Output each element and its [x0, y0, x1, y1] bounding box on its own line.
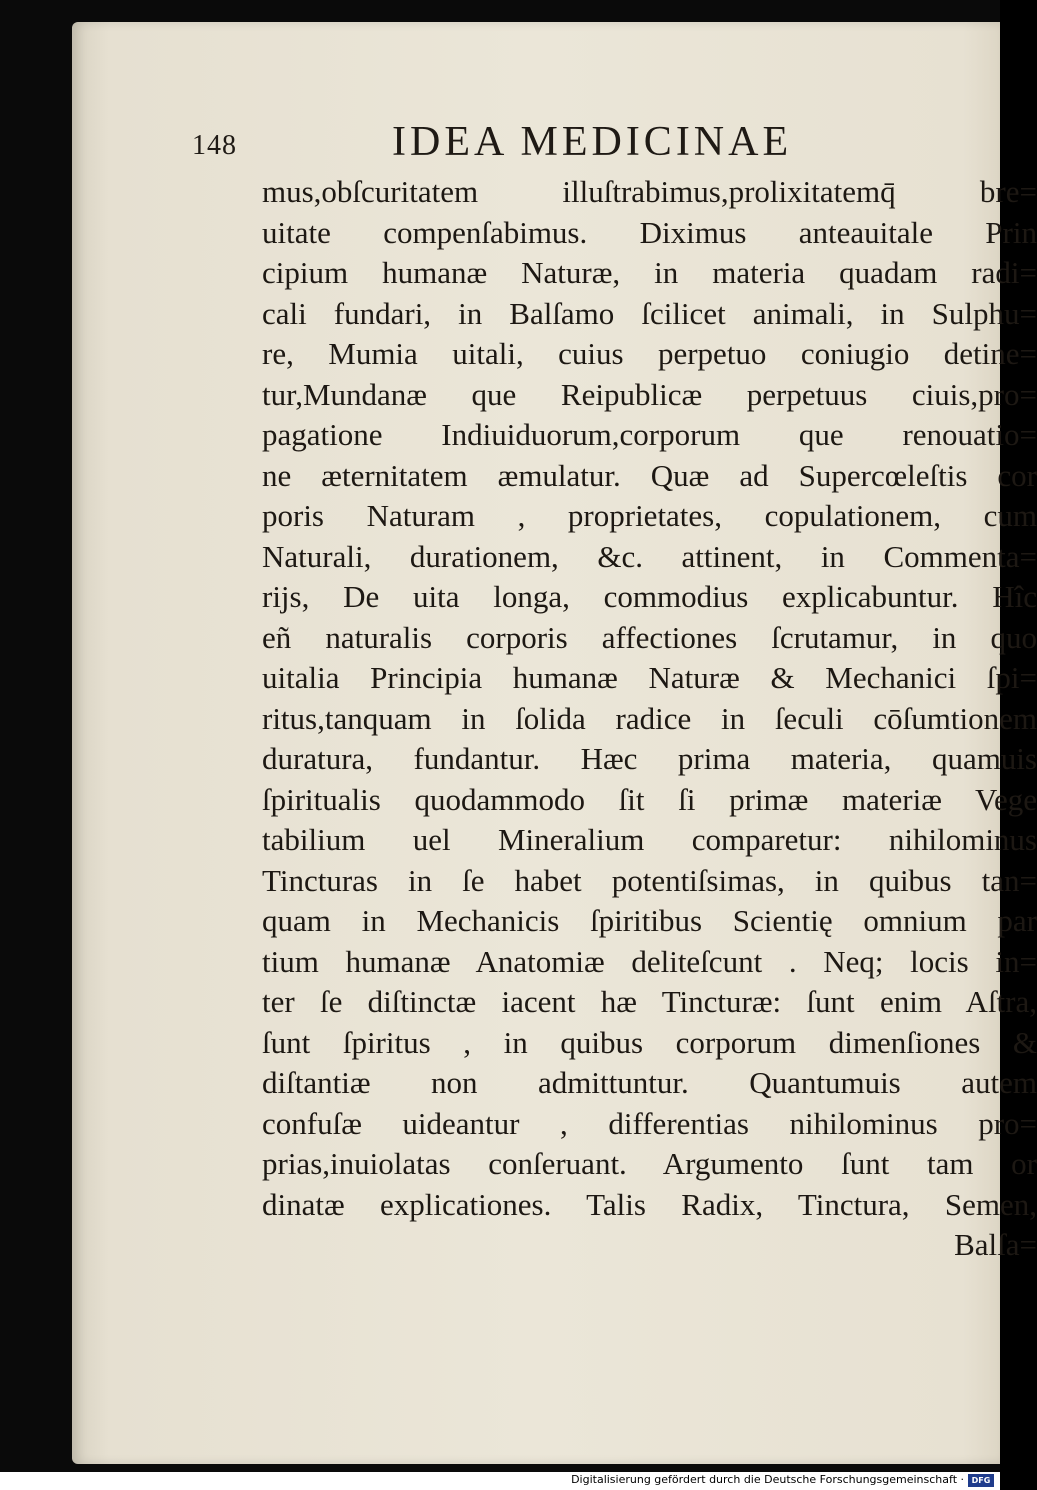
text-line: tabilium uel Mineralium comparetur: nihilominus [262, 822, 1037, 857]
funding-credit: Digitalisierung gefördert durch die Deutsche Forschungsgemeinschaft · [571, 1473, 964, 1486]
text-line: uitate compenſabimus. Diximus anteauitale Prin [262, 214, 1037, 250]
text-line: ter ſe diſtinctæ iacent hæ Tincturæ: ſunt enim Aſtra, [262, 984, 1037, 1019]
text-line: pagatione Indiuiduorum,corporum que renouatio= [262, 417, 1037, 452]
text-line: eñ naturalis corporis affectiones ſcrutamur, in quo [262, 619, 1037, 655]
text-line: cali fundari, in Balſamo ſcilicet animali, in Sulphu= [262, 295, 1037, 331]
text-line: ſpiritualis quodammodo ſit ſi primæ materiæ Vege [262, 781, 1037, 817]
running-title: IDEA MEDICINAE [392, 119, 793, 165]
dfg-logo: DFG [968, 1474, 994, 1487]
body-text [262, 172, 1037, 1266]
text-line: re, Mumia uitali, cuius perpetuo coniugio detine= [262, 336, 1037, 371]
page-number: 148 [192, 130, 237, 161]
text-line: ritus,tanquam in ſolida radice in ſeculi cōſumtionem [262, 700, 1037, 736]
text-line: mus,obſcuritatem illuſtrabimus,prolixitatemq̄ bre= [262, 174, 1037, 209]
text-line: Naturali, durationem, &c. attinent, in Commenta= [262, 538, 1037, 574]
book-page [72, 22, 1037, 1464]
running-head [192, 118, 852, 168]
footer-bar [0, 1472, 1000, 1490]
text-line: duratura, fundantur. Hæc prima materia, quamuis [262, 741, 1037, 776]
text-line: rijs, De uita longa, commodius explicabuntur. Hîc [262, 579, 1037, 614]
text-line: prias,inuiolatas conſeruant. Argumento ſunt tam or [262, 1146, 1037, 1181]
text-line: diſtantiæ non admittuntur. Quantumuis autem [262, 1065, 1037, 1100]
text-line: ne æternitatem æmulatur. Quæ ad Supercœleſtis cor [262, 457, 1037, 493]
text-line: Tincturas in ſe habet potentiſsimas, in quibus tan= [262, 862, 1037, 898]
text-line: tur,Mundanæ que Reipublicæ perpetuus ciuis,pro= [262, 376, 1037, 412]
text-line: quam in Mechanicis ſpiritibus Scientię omnium par [262, 903, 1037, 938]
text-line: tium humanæ Anatomiæ deliteſcunt . Neq; locis in= [262, 943, 1037, 979]
text-line: confuſæ uideantur , differentias nihilominus pro= [262, 1105, 1037, 1141]
catchword: Balſa= [954, 1227, 1037, 1262]
text-line: dinatæ explicationes. Talis Radix, Tinctura, Semen, [262, 1186, 1037, 1222]
text-line: uitalia Principia humanæ Naturæ & Mechanici ſpi= [262, 660, 1037, 695]
text-line: poris Naturam , proprietates, copulationem, cum [262, 498, 1037, 533]
text-line: ſunt ſpiritus , in quibus corporum dimenſiones & [262, 1024, 1037, 1060]
text-line: cipium humanæ Naturæ, in materia quadam radi= [262, 255, 1037, 290]
